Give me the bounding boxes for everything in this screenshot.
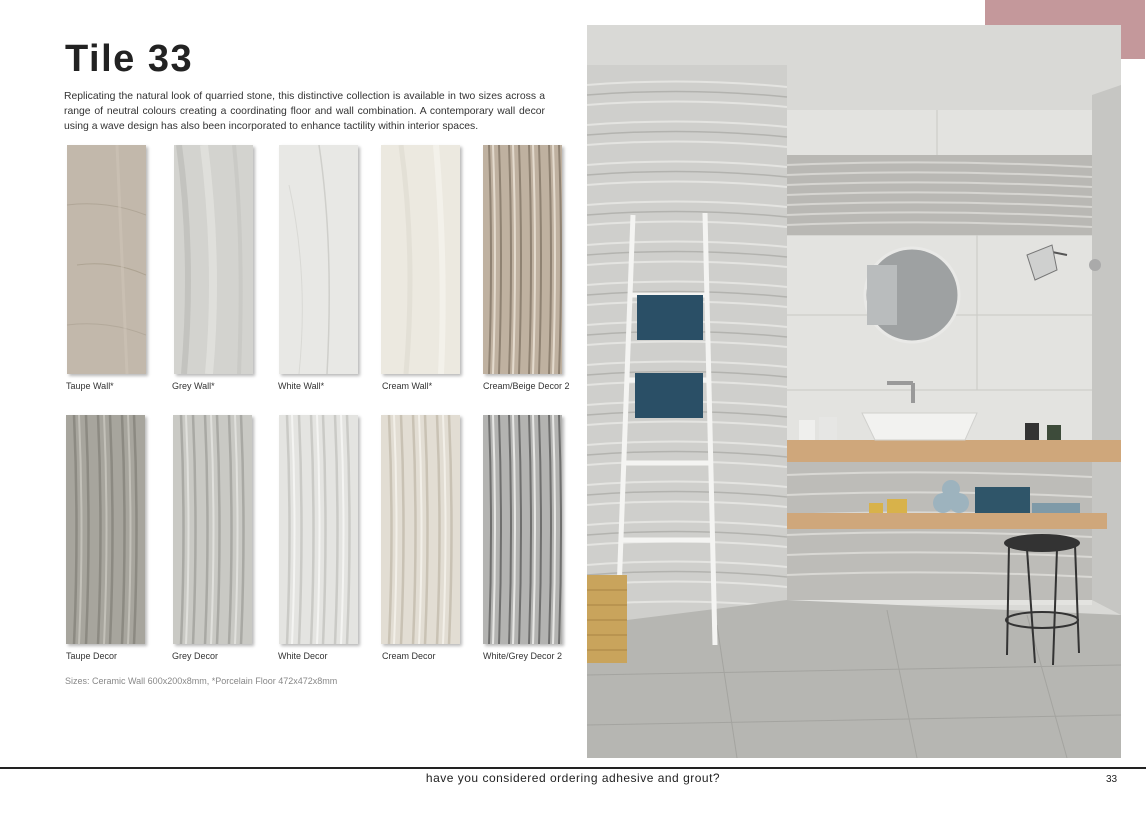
- bathroom-photo: [587, 25, 1121, 758]
- tile-swatch-cream-beige-decor-2: [483, 145, 562, 374]
- tile-caption: Taupe Wall*: [66, 381, 114, 391]
- tile-caption: White/Grey Decor 2: [483, 651, 563, 661]
- tile-swatch-grey-decor: [173, 415, 252, 644]
- tile-caption: Cream/Beige Decor 2: [483, 381, 570, 391]
- tile-swatch-white-grey-decor-2: [483, 415, 562, 644]
- tile-swatch-cream-wall: [381, 145, 460, 374]
- tile-swatch-white-decor: [279, 415, 358, 644]
- tile-swatch-taupe-decor: [66, 415, 145, 644]
- tile-caption: Taupe Decor: [66, 651, 118, 661]
- tile-caption: Cream Decor: [382, 651, 436, 661]
- tile-swatch-cream-decor: [381, 415, 460, 644]
- tile-caption: White Wall*: [278, 381, 325, 391]
- footer-question: have you considered ordering adhesive and grout?: [425, 771, 721, 785]
- tile-caption: Cream Wall*: [382, 381, 433, 391]
- tile-swatch-taupe-wall: [67, 145, 146, 374]
- page-title: Tile 33: [65, 38, 194, 80]
- page-number: 33: [1106, 774, 1118, 785]
- footer-rule: [0, 767, 1146, 769]
- tile-caption: Grey Wall*: [172, 381, 215, 391]
- tile-swatch-white-wall: [279, 145, 358, 374]
- sizes-note: Sizes: Ceramic Wall 600x200x8mm, *Porcelain Floor 472x472x8mm: [65, 676, 338, 686]
- tile-swatch-grey-wall: [174, 145, 253, 374]
- tile-caption: White Decor: [278, 651, 328, 661]
- intro-paragraph: Replicating the natural look of quarried stone, this distinctive collection is available in two sizes across a range of neutral colours creating a coordinating floor and wall combination. A contemporary wall decor using a wave design has also been incorporated to enhance tactility within interior spaces.: [64, 91, 545, 132]
- tile-caption: Grey Decor: [172, 651, 219, 661]
